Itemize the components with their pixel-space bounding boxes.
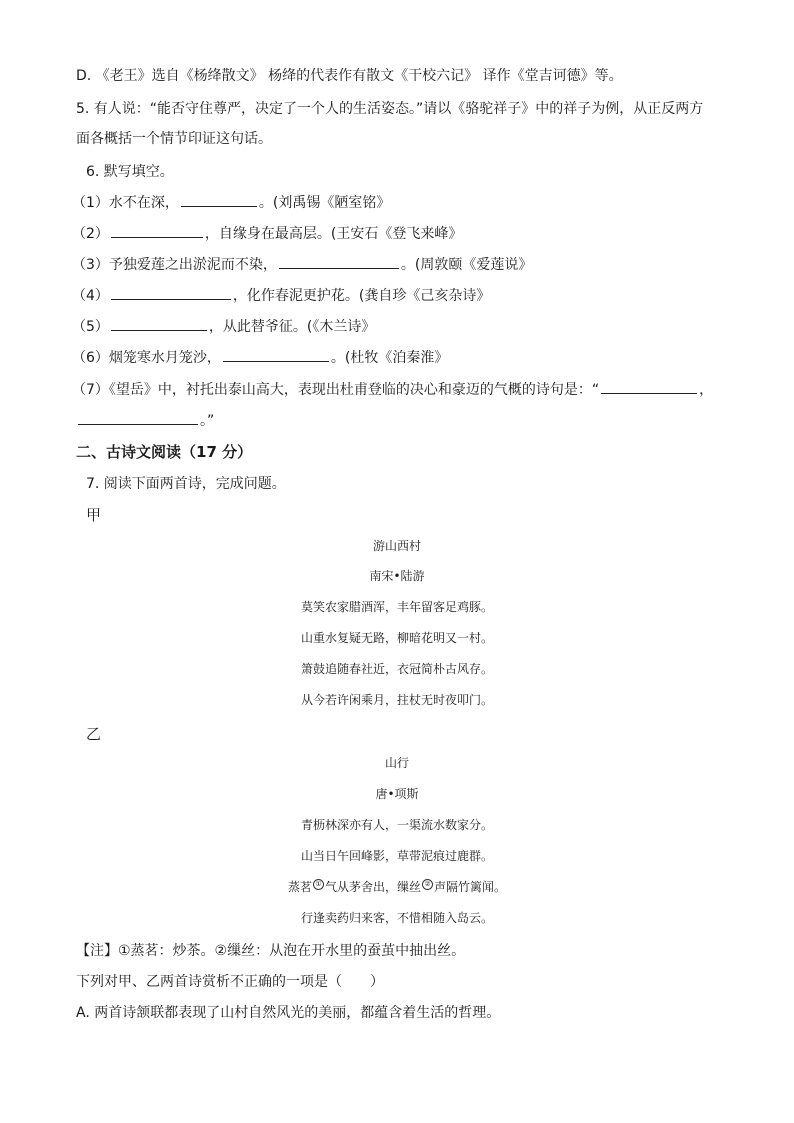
q6-item-1: [72, 192, 390, 213]
section-2-title: 二、古诗文阅读（17 分）: [76, 443, 253, 461]
poem-a-title: 游山西村: [372, 539, 421, 553]
poem-b-line-3-a: 蒸茗: [287, 880, 312, 894]
answer-blank[interactable]: [279, 254, 399, 269]
poem-note: 【注】①蒸茗：炒茶。②缫丝：从泡在开水里的蚕茧中抽出丝。: [76, 943, 466, 959]
answer-blank[interactable]: [111, 223, 203, 238]
answer-blank[interactable]: [111, 316, 207, 331]
poem-b-line-3-c: 声隔竹篱闻。: [434, 880, 507, 894]
q7-instruction: 7. 阅读下面两首诗，完成问题。: [86, 476, 286, 492]
poem-a-marker: 甲: [86, 506, 102, 524]
q6-item-3-suffix: 。(周敦颐《爱莲说》: [400, 257, 533, 273]
q6-item-1-suffix: 。(刘禹锡《陋室铭》: [258, 195, 391, 211]
q6-item-5-prefix: （5）: [72, 319, 109, 335]
q6-item-6-prefix: （6）烟笼寒水月笼沙，: [72, 350, 221, 366]
answer-blank[interactable]: [181, 192, 257, 207]
q4-option-d: D. 《老王》选自《杨绛散文》 杨绛的代表作有散文《干校六记》 译作《堂吉诃德》等。: [76, 68, 623, 84]
answer-blank[interactable]: [111, 285, 231, 300]
q6-item-5: [72, 316, 375, 337]
poem-a-author: 南宋•陆游: [369, 569, 425, 583]
q6-item-6: [72, 347, 448, 368]
poem-b-title: 山行: [384, 756, 409, 770]
poem-a-line-3: 箫鼓追随春社近，衣冠简朴古风存。: [300, 662, 493, 676]
q5-line-2: 面各概括一个情节印证这句话。: [76, 131, 272, 147]
q6-item-7-suffix: 。”: [200, 413, 215, 429]
answer-blank[interactable]: [223, 347, 329, 362]
poem-b-line-2: 山当日午回峰影，草带泥痕过鹿群。: [300, 849, 493, 863]
q6-item-7-prefix: （7）《望岳》中，衬托出泰山高大，表现出杜甫登临的决心和豪迈的气概的诗句是：“: [72, 382, 600, 398]
poem-b-line-4: 行逢卖药归来客，不惜相随入岛云。: [300, 911, 493, 925]
poem-b-line-1: 青枥林深亦有人，一渠流水数家分。: [300, 818, 493, 832]
q6-item-2-prefix: （2）: [72, 226, 109, 242]
q6-item-3-prefix: （3）予独爱莲之出淤泥而不染，: [72, 257, 277, 273]
poem-b-author: 唐•项斯: [375, 787, 419, 801]
q6-item-5-suffix: ，从此替爷征。(《木兰诗》: [208, 319, 376, 335]
q6-item-4-prefix: （4）: [72, 288, 109, 304]
q6-item-4-suffix: ，化作春泥更护花。(龚自珍《己亥杂诗》: [232, 288, 491, 304]
answer-blank[interactable]: [78, 410, 198, 425]
option-a: A. 两首诗颔联都表现了山村自然风光的美丽，都蕴含着生活的哲理。: [76, 1005, 501, 1021]
q6-title: 6. 默写填空。: [86, 164, 174, 180]
poem-a-line-2: 山重水复疑无路，柳暗花明又一村。: [300, 631, 493, 645]
poem-a-line-4: 从今若许闲乘月，拄杖无时夜叩门。: [300, 693, 493, 707]
q6-item-1-prefix: （1）水不在深，: [72, 195, 179, 211]
footnote-mark-1: ①: [313, 879, 324, 890]
q6-item-6-suffix: 。(杜牧《泊秦淮》: [330, 350, 449, 366]
poem-b-marker: 乙: [86, 725, 102, 743]
q6-item-4: [72, 285, 490, 306]
q6-item-2-suffix: ，自缘身在最高层。(王安石《登飞来峰》: [204, 226, 463, 242]
poem-a-line-1: 莫笑农家腊酒浑，丰年留客足鸡豚。: [300, 600, 493, 614]
footnote-mark-2: ②: [422, 879, 433, 890]
answer-blank[interactable]: [601, 379, 697, 394]
q6-item-7-line-1: [72, 379, 713, 400]
q5-line-1: 5. 有人说：“能否守住尊严，决定了一个人的生活姿态。”请以《骆驼祥子》中的祥子为例，从正反两方: [76, 101, 704, 117]
poem-b-line-3-b: 气从茅舍出，缫丝: [324, 880, 421, 894]
poem-b-line-3: [0, 879, 794, 895]
q6-item-3: [72, 254, 532, 275]
q6-item-7-line-2: [76, 410, 214, 431]
q6-item-7-comma: ，: [699, 382, 714, 398]
q7-question: 下列对甲、乙两首诗赏析不正确的一项是（ ）: [76, 974, 384, 990]
q6-item-2: [72, 223, 462, 244]
